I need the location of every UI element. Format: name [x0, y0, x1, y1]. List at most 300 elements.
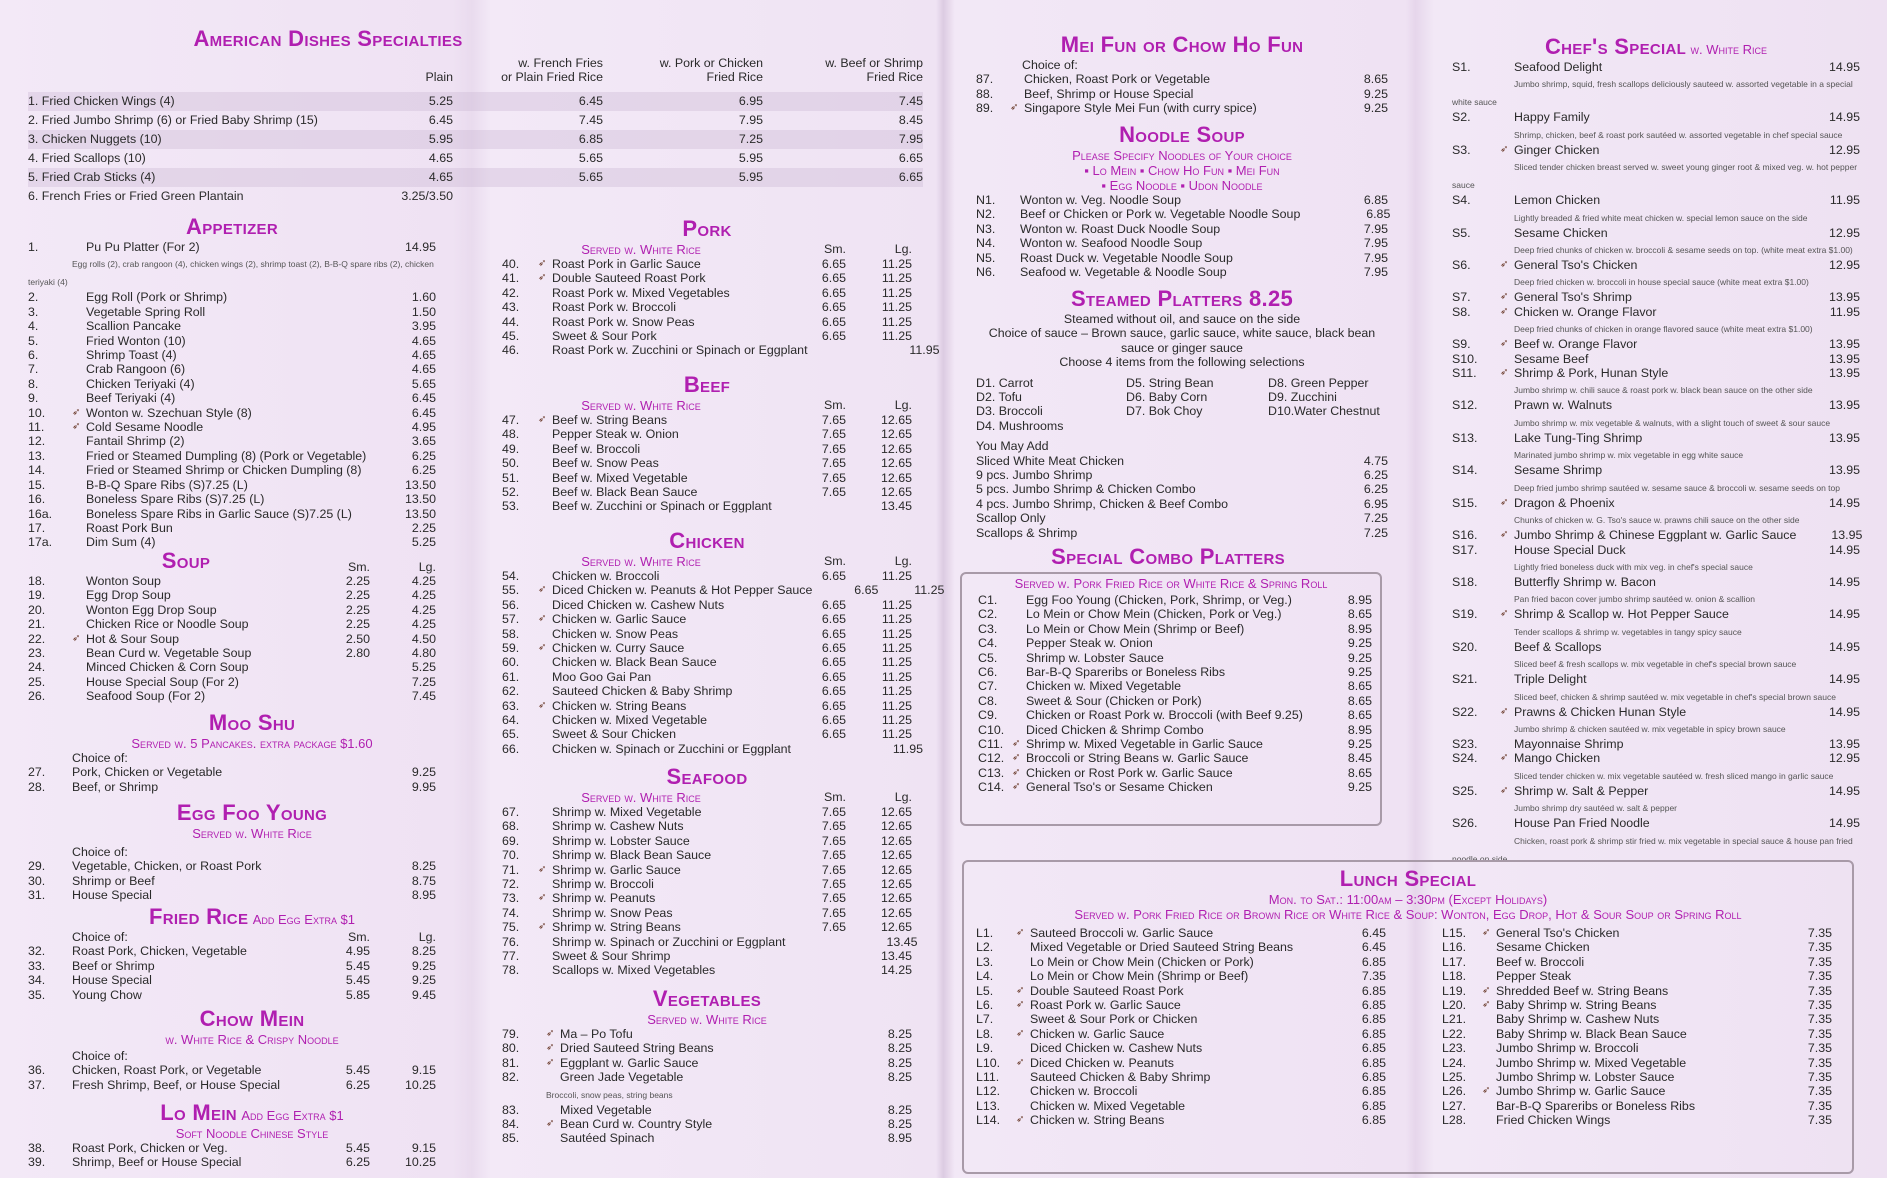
menu-item	[1452, 305, 1860, 319]
item-number: 57.	[502, 612, 520, 627]
item-number: 17.	[28, 520, 46, 535]
mooshu-choice: Choice of:	[72, 751, 128, 765]
item-name: Jumbo Shrimp w. Lobster Sauce	[1496, 1070, 1675, 1085]
item-number: 48.	[502, 427, 520, 442]
item-number: 49.	[502, 441, 520, 456]
table-row	[28, 168, 923, 187]
chili-icon	[72, 689, 86, 703]
chili-icon	[72, 588, 86, 602]
item-price: 5.65	[411, 376, 436, 391]
item-number: L22.	[1442, 1026, 1467, 1041]
item-number: N4.	[976, 236, 996, 251]
price-small: 2.25	[345, 602, 370, 617]
price-plain: 4.65	[428, 151, 453, 165]
noodle-sub1: Please Specify Noodles of Your choice	[1072, 148, 1292, 163]
price-small: 6.65	[854, 583, 879, 598]
item-number: 61.	[502, 669, 520, 684]
menu-item	[1452, 528, 1863, 543]
menu-item	[1452, 337, 1860, 351]
menu-item	[502, 286, 912, 300]
menu-item	[28, 406, 436, 420]
item-price: 8.25	[887, 1041, 912, 1056]
item-number: 46.	[502, 343, 520, 358]
menu-item	[1442, 1099, 1832, 1113]
friedrice-list	[28, 944, 436, 1002]
steamed-line3: sauce or ginger sauce	[1121, 340, 1243, 355]
chicken-sub: Served w. White Rice	[581, 554, 701, 569]
menu-item	[28, 660, 436, 674]
steamed-option	[1268, 419, 1418, 433]
item-number: S17.	[1452, 542, 1478, 557]
price-small: 6.65	[821, 698, 846, 713]
item-name: Fried or Steamed Shrimp or Chicken Dumpling (8)	[86, 463, 362, 478]
chili-icon	[1010, 87, 1024, 101]
item-name: Chicken w. Broccoli	[552, 569, 660, 583]
menu-item	[978, 694, 1372, 708]
chowmein-list	[28, 1063, 436, 1092]
price-large: 4.80	[411, 646, 436, 661]
chili-icon	[72, 603, 86, 617]
item-name: Shrimp w. Spinach or Zucchini or Eggplant	[552, 934, 786, 949]
item-name: Lo Mein or Chow Mein (Shrimp or Beef)	[1026, 621, 1245, 636]
item-name: Sauteed Chicken & Baby Shrimp	[1030, 1070, 1211, 1085]
seafood-title: Seafood	[666, 764, 748, 789]
menu-item	[978, 651, 1372, 665]
item-number: 19.	[28, 588, 46, 603]
price-large: 7.45	[411, 689, 436, 704]
steamed-line2: Choice of sauce – Brown sauce, garlic sauce, white sauce, black bean	[988, 326, 1376, 341]
item-name: Butterfly Shrimp w. Bacon	[1514, 574, 1656, 589]
item-number: C14.	[978, 780, 1005, 795]
menu-item	[976, 998, 1386, 1012]
item-name: Wonton w. Veg. Noodle Soup	[1020, 193, 1181, 207]
menu-item	[976, 969, 1386, 983]
steamed-option: D5. String Bean	[1126, 375, 1214, 390]
item-number: 1.	[28, 240, 39, 254]
menu-item	[978, 766, 1372, 780]
menu-item	[502, 934, 918, 949]
item-number: L5.	[976, 983, 994, 998]
menu-item	[28, 689, 436, 703]
item-name: Beef, Shrimp or House Special	[1024, 86, 1194, 101]
price-large: 9.15	[411, 1141, 436, 1155]
steamed-option: D3. Broccoli	[976, 404, 1043, 419]
item-name: Bar-B-Q Spareribs or Boneless Ribs	[1496, 1098, 1696, 1113]
chili-icon	[1016, 1084, 1030, 1098]
item-name: Wonton Soup	[86, 574, 161, 588]
item-price: 5.25	[411, 535, 436, 550]
item-number: S15.	[1452, 495, 1478, 510]
menu-item	[976, 1099, 1386, 1113]
chili-icon	[1500, 193, 1514, 207]
item-name: Sesame Chicken	[1496, 940, 1590, 955]
mooshu-section	[28, 710, 436, 794]
item-price: 7.35	[1807, 1012, 1832, 1027]
item-price: 13.95	[1828, 337, 1860, 352]
chili-icon	[1016, 1070, 1030, 1084]
item-number: C4.	[978, 636, 998, 651]
item-number: 10.	[28, 405, 46, 420]
item-name: Dim Sum (4)	[86, 535, 156, 550]
price-beef: 6.65	[898, 170, 923, 184]
price-large: 12.65	[880, 485, 912, 500]
item-name: Double Sauteed Roast Pork	[1030, 983, 1184, 998]
price-large: 11.25	[881, 329, 912, 344]
item-name: Young Chow	[72, 987, 142, 1002]
item-price: 11.95	[1829, 193, 1860, 208]
chili-icon: ➶	[72, 632, 81, 644]
item-description: Deep fried jumbo shrimp sautéed w. sesame sauce & broccoli w. sesame seeds on top	[1514, 482, 1841, 493]
lomein-section	[28, 1100, 436, 1170]
menu-item	[1452, 398, 1860, 412]
item-price: 7.35	[1807, 1098, 1832, 1113]
price-small	[785, 935, 851, 949]
item-description: Jumbo shrimp dry sautéed w. salt & pepper	[1514, 803, 1677, 814]
price-plain: 5.25	[428, 94, 453, 108]
chili-icon	[538, 627, 552, 641]
price-large: 9.15	[411, 1063, 436, 1078]
menu-item	[502, 583, 945, 598]
item-number: S4.	[1452, 193, 1471, 208]
item-name: Pepper Steak w. Onion	[552, 427, 679, 442]
chili-icon	[1500, 398, 1514, 412]
price-small: 5.45	[345, 1063, 370, 1078]
noodle-sub2: ▪ Lo Mein ▪ Chow Ho Fun ▪ Mei Fun	[1084, 163, 1280, 178]
menu-item	[1452, 816, 1860, 830]
menu-item	[28, 603, 436, 617]
dish-name: 4. Fried Scallops (10)	[28, 151, 146, 165]
chili-icon	[72, 434, 86, 448]
menu-item	[502, 485, 912, 499]
item-name: Broccoli or String Beans w. Garlic Sauce	[1026, 751, 1249, 766]
eggfoo-choice: Choice of:	[72, 845, 128, 859]
price-large: 14.25	[880, 963, 912, 978]
item-number: C11.	[978, 737, 1004, 752]
price-large: 10.25	[404, 1077, 436, 1092]
chili-icon: ➶	[1012, 738, 1021, 750]
item-number: L26.	[1442, 1084, 1467, 1099]
soup-section	[28, 548, 436, 704]
menu-item	[28, 944, 436, 958]
chili-icon: ➶	[1500, 291, 1509, 303]
menu-item	[1442, 955, 1832, 969]
menu-item	[976, 265, 1388, 279]
chili-icon: ➶	[1012, 766, 1021, 778]
menu-item	[502, 805, 912, 819]
item-number: C7.	[978, 679, 998, 694]
menu-item	[1452, 705, 1860, 719]
menu-item	[1452, 193, 1860, 207]
menu-item	[1452, 672, 1860, 686]
item-price: 7.35	[1807, 1055, 1832, 1070]
chili-icon	[538, 655, 552, 669]
item-name: Ma – Po Tofu	[560, 1027, 633, 1041]
chili-icon: ➶	[546, 1042, 555, 1054]
menu-item	[502, 1041, 912, 1055]
price-large: 11.25	[881, 612, 912, 627]
item-price: 13.95	[1828, 463, 1860, 478]
menu-item	[976, 1056, 1386, 1070]
price-small: 5.85	[345, 987, 370, 1002]
price-large: 8.25	[411, 944, 436, 959]
item-name: Diced Chicken & Shrimp Combo	[1026, 722, 1204, 737]
item-number: 82.	[502, 1070, 520, 1085]
item-number: 83.	[502, 1102, 520, 1117]
chili-icon: ➶	[538, 414, 547, 425]
price-large: 11.25	[881, 698, 912, 713]
item-name: Beef, or Shrimp	[72, 779, 159, 794]
item-name: General Tso's Chicken	[1514, 258, 1638, 273]
menu-item	[502, 848, 912, 862]
chili-icon	[538, 713, 552, 727]
item-name: Shrimp or Beef	[72, 873, 155, 888]
item-price: 6.25	[1363, 482, 1388, 497]
menu-item	[28, 588, 436, 602]
item-name: Shrimp w. Salt & Pepper	[1514, 783, 1649, 798]
menu-item	[28, 780, 436, 794]
item-number: 31.	[28, 888, 46, 903]
seafood-lg-header: Lg.	[894, 790, 912, 804]
menu-item	[502, 442, 912, 456]
price-small: 7.65	[821, 862, 846, 877]
item-name: Baby Shrimp w. Cashew Nuts	[1496, 1012, 1660, 1027]
chili-icon	[538, 727, 552, 741]
item-description: Deep fried chicken w. broccoli in house special sauce (white meat extra $1.00)	[1514, 277, 1809, 288]
chili-icon	[546, 1103, 560, 1117]
menu-item	[502, 906, 912, 920]
item-number: L10.	[976, 1055, 1001, 1070]
item-name: Sesame Chicken	[1514, 225, 1608, 240]
item-name: Mixed Vegetable	[560, 1102, 652, 1117]
price-large: 11.25	[881, 314, 912, 329]
chili-icon	[72, 478, 86, 492]
item-name: Seafood Soup (For 2)	[86, 689, 206, 704]
item-name: Beef Teriyaki (4)	[86, 391, 176, 406]
mooshu-title: Moo Shu	[208, 710, 296, 735]
combo-list	[962, 591, 1380, 795]
item-number: 89.	[976, 101, 994, 116]
item-number: 78.	[502, 963, 520, 978]
chili-icon	[538, 684, 552, 698]
item-description: Jumbo shrimp, squid, fresh scallops deliciously sauteed w. assorted vegetable in a special white sauce	[1452, 79, 1853, 108]
chefs-list	[1452, 60, 1863, 867]
price-pork	[603, 187, 763, 206]
chili-icon	[1012, 622, 1026, 636]
price-large: 4.25	[411, 617, 436, 632]
item-name: Beef w. Broccoli	[1496, 954, 1585, 969]
lunch-sub1: Mon. to Sat.: 11:00am – 3:30pm (Except Holidays)	[1268, 892, 1548, 907]
menu-item	[502, 569, 912, 583]
dish-name: 6. French Fries or Fried Green Plantain	[28, 189, 244, 203]
chili-icon	[1482, 1070, 1496, 1084]
price-large: 4.25	[411, 574, 436, 588]
item-number: 24.	[28, 660, 46, 675]
item-name: House Special	[72, 888, 152, 903]
item-number: S25.	[1452, 783, 1478, 798]
item-name: Triple Delight	[1514, 672, 1587, 687]
item-number: N5.	[976, 250, 996, 265]
chili-icon: ➶	[1500, 259, 1509, 271]
combo-section	[962, 544, 1374, 570]
chili-icon: ➶	[538, 892, 547, 904]
price-plain: 4.65	[428, 170, 453, 184]
menu-item	[1442, 1113, 1832, 1127]
chili-icon	[72, 617, 86, 631]
chili-icon	[1500, 543, 1514, 557]
item-description: Chicken, roast pork & shrimp stir fried w. mix vegetable in special sauce & house pan fried noodle on side	[1452, 835, 1853, 864]
price-beef: 8.45	[898, 113, 923, 127]
lomein-title: Lo Mein	[160, 1100, 237, 1125]
price-pork: 5.95	[738, 170, 763, 184]
item-number: L19.	[1442, 983, 1467, 998]
menu-item	[502, 834, 912, 848]
chili-icon: ➶	[1482, 984, 1491, 996]
price-small: 6.65	[821, 713, 846, 728]
price-small: 6.25	[345, 1077, 370, 1092]
item-number: 62.	[502, 684, 520, 699]
menu-item	[1452, 543, 1860, 557]
item-name: Roast Pork w. Mixed Vegetables	[552, 285, 730, 300]
item-price: 7.95	[1363, 250, 1388, 265]
menu-item	[1452, 110, 1860, 124]
item-name: Lo Mein or Chow Mein (Shrimp or Beef)	[1030, 969, 1249, 984]
chili-icon	[1482, 955, 1496, 969]
menu-item	[976, 72, 1388, 86]
item-number: S19.	[1452, 607, 1478, 622]
menu-item	[28, 574, 436, 588]
pork-sub: Served w. White Rice	[581, 242, 701, 257]
price-large: 11.25	[881, 655, 912, 670]
item-number: 18.	[28, 574, 46, 588]
chili-icon	[72, 362, 86, 376]
item-price: 3.95	[411, 319, 436, 334]
pork-section	[502, 216, 940, 358]
menu-item	[502, 641, 912, 655]
chili-icon	[72, 334, 86, 348]
item-number: 53.	[502, 499, 520, 514]
chili-icon	[1500, 352, 1514, 366]
chili-icon: ➶	[72, 421, 81, 433]
menu-item	[502, 1117, 912, 1131]
price-large: 9.25	[411, 958, 436, 973]
beef-list	[502, 413, 912, 514]
chili-icon	[1482, 1012, 1496, 1026]
item-name: Fresh Shrimp, Beef, or House Special	[72, 1077, 280, 1092]
item-name: Roast Pork, Chicken or Veg.	[72, 1141, 228, 1155]
item-price: 13.95	[1828, 351, 1860, 366]
chili-icon	[538, 949, 552, 963]
chili-icon: ➶	[538, 863, 547, 875]
chili-icon: ➶	[1012, 781, 1021, 793]
price-small	[780, 499, 846, 513]
menu-item	[502, 1056, 912, 1070]
item-price: 14.95	[1828, 783, 1860, 798]
chili-icon: ➶	[538, 258, 547, 269]
item-price: 7.35	[1361, 969, 1386, 984]
item-price: 14.95	[1828, 704, 1860, 719]
item-number: L20.	[1442, 998, 1467, 1013]
item-price: 4.65	[411, 362, 436, 377]
menu-item	[978, 723, 1372, 737]
menu-item	[978, 593, 1372, 607]
item-name: Sesame Shrimp	[1514, 463, 1603, 478]
chili-icon	[1016, 969, 1030, 983]
item-name: Chicken w. Mixed Vegetable	[552, 713, 707, 728]
price-fries: 5.65	[578, 170, 603, 184]
chili-icon: ➶	[538, 699, 547, 711]
price-small: 6.65	[821, 641, 846, 656]
item-name: Scallops & Shrimp	[976, 525, 1078, 540]
chili-icon: ➶	[1016, 999, 1025, 1011]
item-name: Moo Goo Gai Pan	[552, 669, 652, 684]
item-name: Singapore Style Mei Fun (with curry spice)	[1024, 101, 1257, 116]
item-price: 7.35	[1807, 926, 1832, 940]
price-large: 12.65	[880, 427, 912, 442]
item-name: Vegetable Spring Roll	[86, 304, 206, 319]
item-number: 69.	[502, 833, 520, 848]
item-number: 17a.	[28, 535, 53, 550]
chili-icon	[1016, 955, 1030, 969]
chicken-list	[502, 569, 945, 756]
chili-icon	[72, 507, 86, 521]
menu-item	[502, 1070, 912, 1084]
price-small: 7.65	[821, 848, 846, 863]
item-number: L1.	[976, 926, 994, 940]
meifun-section	[976, 32, 1388, 116]
item-price: 1.60	[411, 290, 436, 305]
item-number: C5.	[978, 650, 998, 665]
item-name: Beef w. Zucchini or Spinach or Eggplant	[552, 499, 772, 514]
chili-icon: ➶	[546, 1028, 555, 1039]
item-number: 44.	[502, 314, 520, 329]
item-number: C6.	[978, 665, 998, 680]
item-description: Sliced beef & fresh scallops w. mix vegetable in chef's special brown sauce	[1514, 659, 1797, 670]
item-name: Baby Shrimp w. String Beans	[1496, 998, 1657, 1013]
eggfoo-section	[28, 800, 436, 903]
appetizer-section	[28, 214, 436, 550]
price-small: 6.65	[821, 684, 846, 699]
price-small: 2.25	[345, 574, 370, 588]
item-name: Shrimp w. Lobster Sauce	[1026, 650, 1164, 665]
item-name: Chicken w. Broccoli	[1030, 1084, 1138, 1099]
item-number: L3.	[976, 954, 994, 969]
item-name: Diced Chicken w. Peanuts & Hot Pepper Sauce	[552, 583, 813, 598]
mooshu-list	[28, 765, 436, 794]
menu-item	[28, 463, 436, 477]
menu-item	[1452, 226, 1860, 240]
item-price: 7.25	[1363, 511, 1388, 526]
menu-item	[1442, 926, 1832, 940]
price-small: 4.95	[345, 944, 370, 959]
chili-icon	[1012, 636, 1026, 650]
item-price: 14.95	[1828, 574, 1860, 589]
item-name: Shrimp w. Black Bean Sauce	[552, 848, 712, 863]
lunch-sub2: Served w. Pork Fried Rice or Brown Rice or White Rice & Soup: Wonton, Egg Drop, Hot & Sour Soup or Spring Roll	[1074, 907, 1742, 922]
price-small	[304, 660, 370, 674]
seafood-list	[502, 805, 918, 978]
item-number: 21.	[28, 617, 46, 632]
item-name: Shrimp Toast (4)	[86, 348, 177, 363]
item-price: 12.95	[1828, 258, 1860, 273]
item-name: 5 pcs. Jumbo Shrimp & Chicken Combo	[976, 482, 1196, 497]
item-price: 12.95	[1828, 751, 1860, 766]
menu-item	[502, 627, 912, 641]
pork-list	[502, 257, 940, 358]
item-name: Chicken, Roast Pork or Vegetable	[1024, 72, 1210, 87]
menu-item	[978, 622, 1372, 636]
price-small	[780, 963, 846, 977]
item-number: C9.	[978, 708, 998, 723]
